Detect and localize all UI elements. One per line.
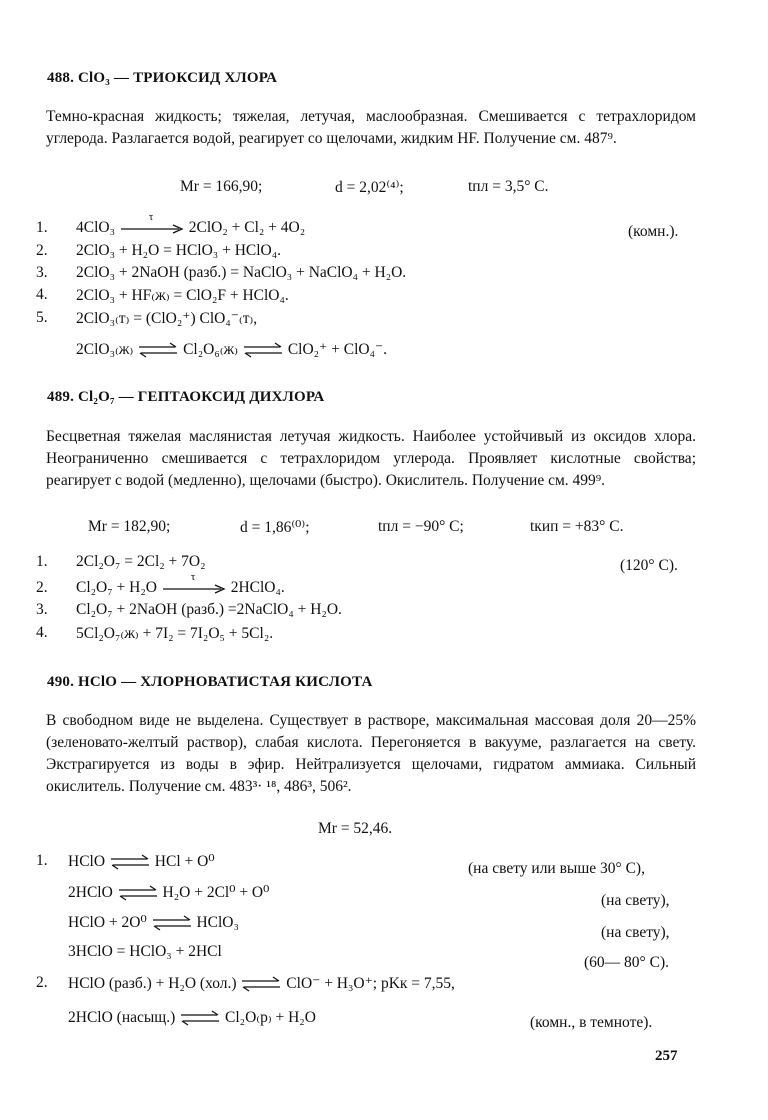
boiling-point: tкип = +83° С.	[530, 518, 624, 535]
reaction-equation: 2ClO₃₍т₎ = (ClO₂⁺) ClO₄⁻₍т₎,	[76, 310, 258, 327]
reactants: Cl₂O₇ + H₂O	[76, 579, 157, 596]
reaction-number: 5.	[36, 309, 48, 326]
reaction-equation: 2Cl₂O₇ = 2Cl₂ + 7O₂	[76, 553, 206, 570]
density: d = 1,86⁽⁰⁾;	[240, 519, 310, 536]
equilibrium-equation	[68, 913, 239, 932]
reaction-equation: Cl₂O₇ + 2NaOH (разб.) =2NaClO₄ + H₂O.	[76, 601, 342, 618]
reaction-equation: 3HClO = HClO₃ + 2HCl	[68, 943, 222, 960]
molar-mass: Mr = 182,90;	[88, 518, 171, 535]
molar-mass: Mr = 166,90;	[180, 178, 263, 195]
section-490-heading: 490. HClO — ХЛОРНОВАТИСТАЯ КИСЛОТА	[47, 674, 373, 690]
equilibrium-arrow-icon	[137, 342, 179, 358]
products: 2HClO₄.	[230, 579, 285, 596]
reaction-condition: (на свету),	[601, 892, 670, 909]
reaction-number: 2.	[36, 242, 48, 259]
reaction-number: 2.	[36, 579, 48, 596]
reaction-equation: 5Cl₂O₇₍ж₎ + 7I₂ = 7I₂O₅ + 5Cl₂.	[76, 625, 274, 642]
equilibrium-arrow-icon	[242, 342, 284, 358]
reaction-equation: 2ClO₃ + HF₍ж₎ = ClO₂F + HClO₄.	[76, 287, 289, 304]
reaction-number: 1.	[36, 219, 48, 236]
products: ClO⁻ + H₃O⁺; pKк = 7,55,	[286, 975, 455, 992]
density: d = 2,02⁽⁴⁾;	[335, 179, 404, 196]
page-number: 257	[655, 1048, 678, 1064]
section-488-constants	[0, 178, 768, 202]
reaction-number: 4.	[36, 286, 48, 303]
melting-point: tпл = −90° С;	[378, 518, 464, 535]
section-490-description: В свободном виде не выделена. Существует в растворе, максимальная массовая доля 20—25% (зеленовато-желтый раствор), слабая кислота. Перегоняется в вакууме, разлагается на свету. Экстрагируется из воды в эфир. Нейтрализуется щелочами, гидратом аммиака. Сильный окислитель. Получение см. 483³· ¹⁸, 486³, 506².	[46, 712, 696, 795]
equilibrium-equation	[68, 1008, 316, 1027]
reaction-condition: (на свету),	[601, 924, 670, 941]
section-489-description: Бесцветная тяжелая маслянистая летучая жидкость. Наиболее устойчивый из оксидов хлора. Неограниченно смешивается с тетрахлоридом углерода. Проявляет кислотные свойства; реагирует с водой (медленно), щелочами (быстро). Окислитель. Получение см. 499⁹.	[46, 428, 696, 489]
reaction-number: 1.	[36, 553, 48, 570]
equilibrium-arrow-icon	[109, 854, 151, 870]
products: HClO₃	[196, 914, 239, 931]
reaction-condition: (комн., в темноте).	[530, 1014, 653, 1031]
products: HCl + O⁰	[154, 853, 215, 870]
species: Cl₂O₆₍ж₎	[183, 341, 239, 358]
reactants: 4ClO₃	[76, 219, 115, 236]
reaction-equation	[76, 571, 285, 597]
reaction-number: 3.	[36, 601, 48, 618]
equilibrium-arrow-icon	[117, 885, 159, 901]
reactants: HClO + 2O⁰	[68, 914, 147, 931]
section-488-heading: 488. ClO₃ — ТРИОКСИД ХЛОРА	[47, 70, 278, 86]
melting-point: tпл = 3,5° С.	[468, 178, 549, 195]
reactants: 2HClO	[68, 884, 113, 901]
reaction-condition: (60— 80° С).	[584, 954, 669, 971]
reaction-equation	[76, 211, 306, 237]
section-489-heading: 489. Cl₂O₇ — ГЕПТАОКСИД ДИХЛОРА	[47, 389, 325, 405]
species: 2ClO₃₍ж₎	[76, 341, 134, 358]
species: ClO₂⁺ + ClO₄⁻.	[287, 341, 388, 358]
reaction-equation: 2ClO₃ + H₂O = HClO₃ + HClO₄.	[76, 242, 282, 259]
equilibrium-equation	[68, 883, 269, 902]
reaction-condition: (комн.).	[628, 223, 679, 240]
products: H₂O + 2Cl⁰ + O⁰	[162, 884, 270, 901]
equilibrium-equation	[68, 974, 455, 993]
section-488-description: Темно-красная жидкость; тяжелая, летучая, маслообразная. Смешивается с тетрахлоридом углерода. Разлагается водой, реагирует со щелочами, жидким HF. Получение см. 487⁹.	[46, 108, 696, 147]
reaction-condition: (на свету или выше 30° С),	[468, 860, 645, 877]
products: 2ClO₂ + Cl₂ + 4O₂	[188, 219, 306, 236]
equilibrium-equation	[76, 340, 387, 359]
section-489-constants	[0, 518, 768, 542]
equilibrium-arrow-icon	[179, 1010, 221, 1026]
reaction-equation: 2ClO₃ + 2NaOH (разб.) = NaClO₃ + NaClO₄ + H₂O.	[76, 264, 407, 281]
reaction-condition: (120° С).	[620, 557, 678, 574]
equilibrium-equation	[68, 852, 215, 871]
reactants: 2HClO (насыщ.)	[68, 1009, 176, 1026]
section-490-constants	[0, 820, 768, 844]
reaction-number: 3.	[36, 264, 48, 281]
reactants: HClO	[68, 853, 106, 870]
reaction-number: 4.	[36, 624, 48, 641]
equilibrium-arrow-icon	[240, 976, 282, 992]
reaction-number: 2.	[36, 974, 48, 991]
reactants: HClO (разб.) + H₂O (хол.)	[68, 975, 237, 992]
heat-arrow-icon: τ	[119, 219, 185, 237]
molar-mass: Mr = 52,46.	[318, 820, 393, 837]
reaction-number: 1.	[36, 852, 48, 869]
products: Cl₂O₍р₎ + H₂O	[225, 1009, 316, 1026]
heat-arrow-icon: τ	[161, 579, 227, 597]
equilibrium-arrow-icon	[151, 915, 193, 931]
